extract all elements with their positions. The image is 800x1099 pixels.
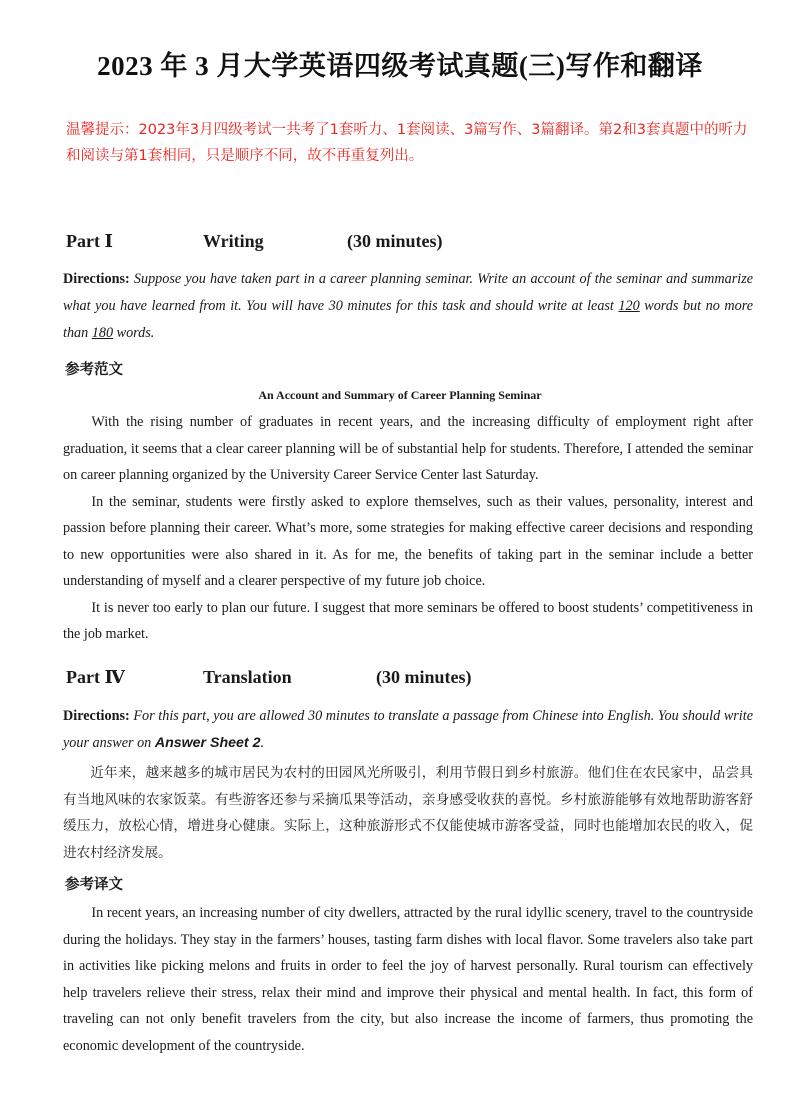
writing-max-words: 180 xyxy=(91,325,114,341)
translation-directions xyxy=(63,703,753,757)
essay-title: An Account and Summary of Career Planning Seminar xyxy=(258,388,542,402)
translation-part-label: Part Ⅳ xyxy=(66,667,125,687)
translation-time: (30 minutes) xyxy=(376,667,472,687)
sample-essay xyxy=(63,409,753,648)
writing-directions-text-b: words but no more than xyxy=(63,298,753,341)
writing-directions xyxy=(63,266,753,347)
essay-paragraph: It is never too early to plan our future. I suggest that more seminars be offered to boost students’ competitiveness in the job market. xyxy=(63,599,753,642)
essay-paragraph: With the rising number of graduates in recent years, and the increasing difficulty of employment right after graduation, it seems that a clear career planning will be of substantial help for students. Therefore, I attended the seminar on career planning organized by the University Career Service Center last Saturday. xyxy=(63,414,753,483)
writing-directions-label: Directions: xyxy=(63,271,130,287)
writing-directions-text-a: Suppose you have taken part in a career planning seminar. Write an account of the seminar and summarize what you have learned from it. You will have 30 minutes for this task and should write at least xyxy=(63,271,754,314)
translation-directions-label: Directions: xyxy=(63,708,130,724)
essay-paragraph: In the seminar, students were firstly asked to explore themselves, such as their values, personality, interest and passion before planning their career. What’s more, some strategies for making effective career decisions and responding to new opportunities were also shared in it. As for me, the benefits of taking part in the seminar include a better understanding of myself and a clearer perspective of my future job choice. xyxy=(63,493,753,589)
translation-directions-text: For this part, you are allowed 30 minutes to translate a passage from Chinese into English. You should write your answer on xyxy=(63,708,753,751)
notice-text: 温馨提示：2023年3月四级考试一共考了1套听力、1套阅读、3篇写作、3篇翻译。第2和3套真题中的听力和阅读与第1套相同，只是顺序不同，故不再重复列出。 xyxy=(66,122,748,164)
writing-part-label: Part Ⅰ xyxy=(66,231,113,251)
writing-min-words: 120 xyxy=(618,298,640,314)
reference-translation xyxy=(63,900,753,1059)
writing-section-name: Writing xyxy=(203,231,264,251)
answer-sheet-label: Answer Sheet 2 xyxy=(154,735,261,751)
translation-paragraph: In recent years, an increasing number of city dwellers, attracted by the rural idyllic scenery, travel to the countryside during the holidays. They stay in the farmers’ houses, tasting farm dishes with local flavor. Some travelers also take part in activities like picking melons and fruits in order to feel the joy of harvest personally. Rural tourism can effectively help travelers relieve their stress, relax their mind and improve their physical and mental health. In fact, this form of traveling can not only benefit travelers from the city, but also increase the income of farmers, thus promoting the economic development of the countryside. xyxy=(63,905,753,1054)
page-title: 2023 年 3 月大学英语四级考试真题(三)写作和翻译 xyxy=(97,51,703,81)
translation-section-name: Translation xyxy=(203,667,292,687)
writing-directions-text-c: words. xyxy=(113,325,155,341)
writing-sample-heading: 参考范文 xyxy=(65,362,123,378)
chinese-passage: 近年来，越来越多的城市居民为农村的田园风光所吸引，利用节假日到乡村旅游。他们住在农民家中，品尝具有当地风味的农家饭菜。有些游客还参与采摘瓜果等活动，亲身感受收获的喜悦。乡村旅游能够有效地帮助游客舒缓压力，放松心情，增进身心健康。实际上，这种旅游形式不仅能使城市游客受益，同时也能增加农民的收入，促进农村经济发展。 xyxy=(63,765,753,861)
writing-time: (30 minutes) xyxy=(347,231,443,251)
translation-sample-heading: 参考译文 xyxy=(65,877,123,893)
translation-directions-end: . xyxy=(260,735,265,751)
